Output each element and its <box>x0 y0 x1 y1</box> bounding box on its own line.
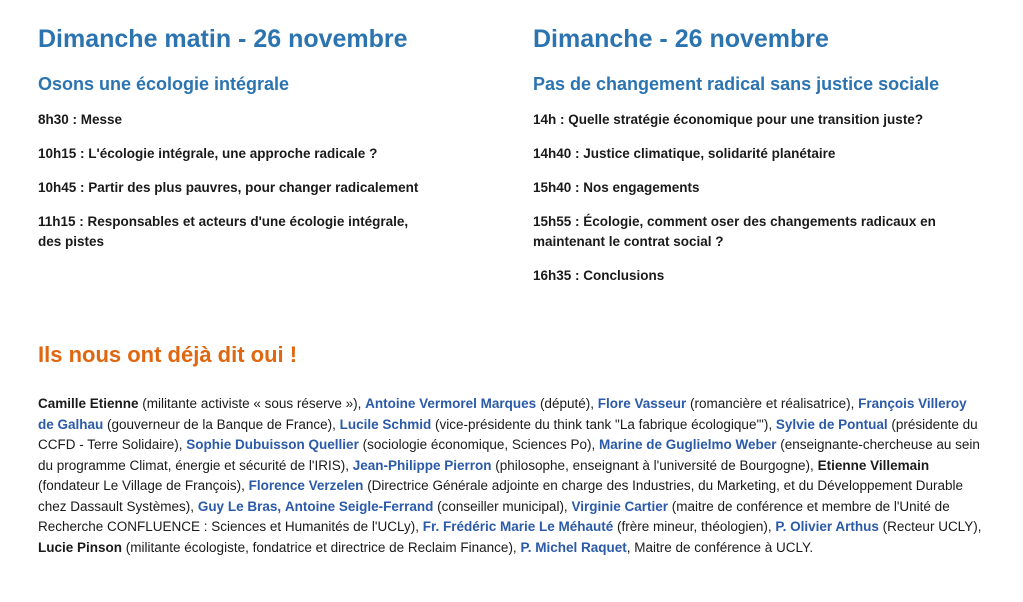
guest-link[interactable]: Virginie Cartier <box>571 498 668 514</box>
guest-link[interactable]: Sylvie de Pontual <box>775 416 888 432</box>
guest-link[interactable]: Lucile Schmid <box>339 416 432 432</box>
schedule-item: 11h15 : Responsables et acteurs d'une écologie intégrale, des pistes <box>38 214 409 249</box>
schedule-item: 14h40 : Justice climatique, solidarité planétaire <box>533 146 836 161</box>
guest-link[interactable]: Florence Verzelen <box>248 478 364 493</box>
guest-link[interactable]: Fr. Frédéric Marie Le Méhauté <box>422 519 614 534</box>
guest-role: (présidente du CCFD - Terre Solidaire), <box>38 416 978 452</box>
schedule-item: 16h35 : Conclusions <box>533 268 665 283</box>
guests-section-title: Ils nous ont déjà dit oui ! <box>38 342 298 367</box>
guest-link[interactable]: Jean-Philippe Pierron <box>352 457 492 473</box>
guest-role: (romancière et réalisatrice), <box>686 396 859 411</box>
guest-link[interactable]: P. Michel Raquet <box>520 539 627 555</box>
guest-role: (conseiller municipal), <box>433 498 572 514</box>
guest-role: (Recteur UCLY), <box>878 519 982 534</box>
schedule-item: 8h30 : Messe <box>38 112 123 127</box>
schedule-item: 15h55 : Écologie, comment oser des changements radicaux en maintenant le contrat social ? <box>533 214 936 249</box>
schedule-item: 14h : Quelle stratégie économique pour une transition juste? <box>533 112 924 127</box>
schedule-item: 15h40 : Nos engagements <box>533 180 700 195</box>
guest-link[interactable]: Sophie Dubuisson Quellier <box>186 437 359 452</box>
afternoon-day-title: Dimanche - 26 novembre <box>533 25 829 53</box>
guest-role: (enseignante-chercheuse au sein du programme Climat, énergie et sécurité de l'IRIS), <box>38 437 980 473</box>
guest-role: (fondateur Le Village de François), <box>38 478 249 493</box>
guest-name: Camille Etienne <box>38 396 139 411</box>
morning-day-title: Dimanche matin - 26 novembre <box>38 25 408 53</box>
guest-link[interactable]: Guy Le Bras, <box>197 498 282 514</box>
guest-role: (militante activiste « sous réserve »), <box>138 396 366 411</box>
guest-role: (député), <box>536 396 598 411</box>
guest-role: (gouverneur de la Banque de France), <box>103 416 340 432</box>
guest-link[interactable]: François Villeroy de Galhau <box>38 396 967 432</box>
guest-link[interactable]: Antoine Seigle-Ferrand <box>284 498 434 514</box>
guest-link[interactable]: Marine de Guglielmo Weber <box>598 437 777 452</box>
guest-role: (vice-présidente du think tank "La fabrique écologique'"), <box>431 416 776 432</box>
guest-link[interactable]: P. Olivier Arthus <box>775 519 879 534</box>
guest-link[interactable]: Antoine Vermorel Marques <box>365 396 537 411</box>
guest-role: (Directrice Générale adjointe en charge des Industries, du Marketing, et du Développement Durable chez Dassault Systèmes), <box>38 478 964 514</box>
guest-role: (philosophe, enseignant à l'université de Bourgogne), <box>491 457 818 473</box>
schedule-item: 10h45 : Partir des plus pauvres, pour changer radicalement <box>38 180 419 195</box>
morning-theme-title: Osons une écologie intégrale <box>38 74 290 94</box>
morning-schedule-list <box>38 110 478 266</box>
guest-role: (maitre de conférence et membre de l'Unité de Recherche CONFLUENCE : Sciences et Humanités de l'UCLy), <box>38 498 950 534</box>
guests-paragraph <box>38 394 983 558</box>
guest-link[interactable]: Flore Vasseur <box>597 396 687 411</box>
guest-name: Etienne Villemain <box>817 457 930 473</box>
guest-role: (sociologie économique, Sciences Po), <box>358 437 599 452</box>
guest-name: Lucie Pinson <box>38 539 123 555</box>
afternoon-schedule-list <box>533 110 1003 300</box>
afternoon-theme-title: Pas de changement radical sans justice sociale <box>533 74 940 94</box>
guest-role: (frère mineur, théologien), <box>613 519 776 534</box>
guest-role: , Maitre de conférence à UCLY. <box>626 539 814 555</box>
schedule-item: 10h15 : L'écologie intégrale, une approche radicale ? <box>38 146 378 161</box>
guest-role: (militante écologiste, fondatrice et directrice de Reclaim Finance), <box>122 539 521 555</box>
